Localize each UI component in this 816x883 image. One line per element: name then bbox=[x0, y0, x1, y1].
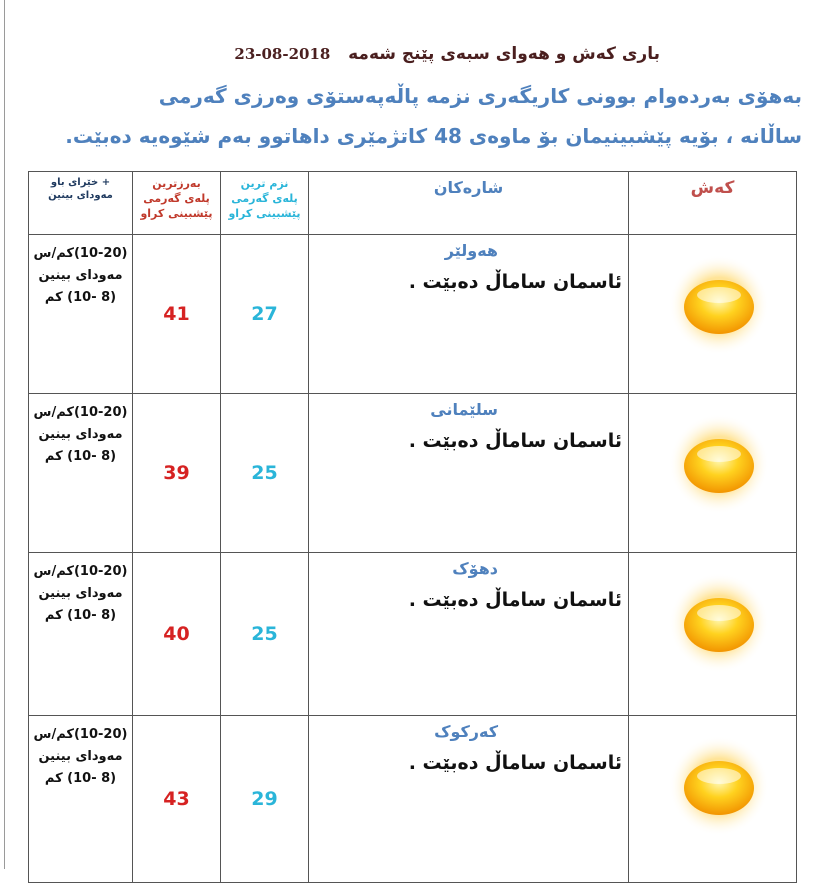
visibility-range: (8 -10) کم bbox=[44, 290, 117, 305]
header-wind-line2: مەودای بینین bbox=[48, 190, 113, 201]
min-temp-cell: 29 bbox=[221, 716, 309, 883]
header-min-temp bbox=[221, 172, 309, 235]
table-row bbox=[29, 716, 797, 883]
table-row bbox=[29, 394, 797, 553]
header-weather: کەش bbox=[629, 172, 797, 235]
min-temp-cell: 27 bbox=[221, 235, 309, 394]
table-row bbox=[29, 235, 797, 394]
header-max-line2: پلەی گەرمی bbox=[143, 192, 210, 205]
city-cell bbox=[309, 716, 629, 883]
title-date: 2018-08-23 bbox=[234, 45, 331, 63]
visibility-label: مەودای بینین bbox=[38, 586, 123, 601]
visibility-label: مەودای بینین bbox=[38, 749, 123, 764]
sun-icon bbox=[669, 255, 769, 355]
title-text: باری کەش و هەوای سبەی پێنج شەمە bbox=[348, 44, 660, 64]
visibility-range: (8 -10) کم bbox=[44, 449, 117, 464]
visibility-range: (8 -10) کم bbox=[44, 771, 117, 786]
wind-cell bbox=[29, 553, 133, 716]
page-title bbox=[0, 44, 660, 64]
intro-line-1: بەهۆی بەردەوام بوونی کاریگەری نزمە پاڵەپەستۆی وەرزی گەرمی bbox=[158, 84, 802, 108]
table-header-row bbox=[29, 172, 797, 235]
sun-icon bbox=[669, 736, 769, 836]
weather-icon-cell bbox=[629, 716, 797, 883]
max-temp-cell: 40 bbox=[133, 553, 221, 716]
header-max-temp bbox=[133, 172, 221, 235]
sky-condition: ئاسمان ساماڵ دەبێت . bbox=[408, 752, 622, 774]
max-temp-cell: 41 bbox=[133, 235, 221, 394]
sun-icon bbox=[669, 414, 769, 514]
header-min-line3: پێشبینی کراو bbox=[228, 207, 301, 220]
city-cell bbox=[309, 235, 629, 394]
city-name: دهۆک bbox=[452, 559, 498, 578]
wind-speed: (10-20)کم/س bbox=[33, 246, 128, 261]
city-name: کەرکوک bbox=[434, 722, 498, 741]
header-max-line1: بەرزترین bbox=[152, 177, 201, 190]
wind-cell bbox=[29, 235, 133, 394]
window-left-border bbox=[4, 0, 5, 869]
city-name: هەولێر bbox=[444, 241, 498, 260]
header-cities: شارەکان bbox=[309, 172, 629, 235]
header-min-line1: نزم ترین bbox=[240, 177, 289, 190]
max-temp-cell: 39 bbox=[133, 394, 221, 553]
city-cell bbox=[309, 553, 629, 716]
min-temp-cell: 25 bbox=[221, 394, 309, 553]
visibility-label: مەودای بینین bbox=[38, 268, 123, 283]
header-min-line2: پلەی گەرمی bbox=[231, 192, 298, 205]
weather-icon-cell bbox=[629, 553, 797, 716]
max-temp-cell: 43 bbox=[133, 716, 221, 883]
weather-icon-cell bbox=[629, 235, 797, 394]
city-name: سلێمانی bbox=[430, 400, 498, 419]
wind-cell bbox=[29, 716, 133, 883]
header-max-line3: پێشبینی کراو bbox=[140, 207, 213, 220]
weather-icon-cell bbox=[629, 394, 797, 553]
wind-cell bbox=[29, 394, 133, 553]
visibility-label: مەودای بینین bbox=[38, 427, 123, 442]
min-temp-cell: 25 bbox=[221, 553, 309, 716]
sky-condition: ئاسمان ساماڵ دەبێت . bbox=[408, 589, 622, 611]
sky-condition: ئاسمان ساماڵ دەبێت . bbox=[408, 430, 622, 452]
header-wind-line1: خێرای باو + bbox=[50, 177, 111, 188]
wind-speed: (10-20)کم/س bbox=[33, 564, 128, 579]
header-wind bbox=[29, 172, 133, 235]
forecast-table bbox=[28, 171, 797, 883]
city-cell bbox=[309, 394, 629, 553]
table-row bbox=[29, 553, 797, 716]
wind-speed: (10-20)کم/س bbox=[33, 405, 128, 420]
wind-speed: (10-20)کم/س bbox=[33, 727, 128, 742]
intro-line-2: ساڵانە ، بۆیە پێشبینیمان بۆ ماوەی 48 کاتژمێری داهاتوو بەم شێوەیە دەبێت. bbox=[65, 124, 802, 148]
sun-icon bbox=[669, 573, 769, 673]
sky-condition: ئاسمان ساماڵ دەبێت . bbox=[408, 271, 622, 293]
visibility-range: (8 -10) کم bbox=[44, 608, 117, 623]
